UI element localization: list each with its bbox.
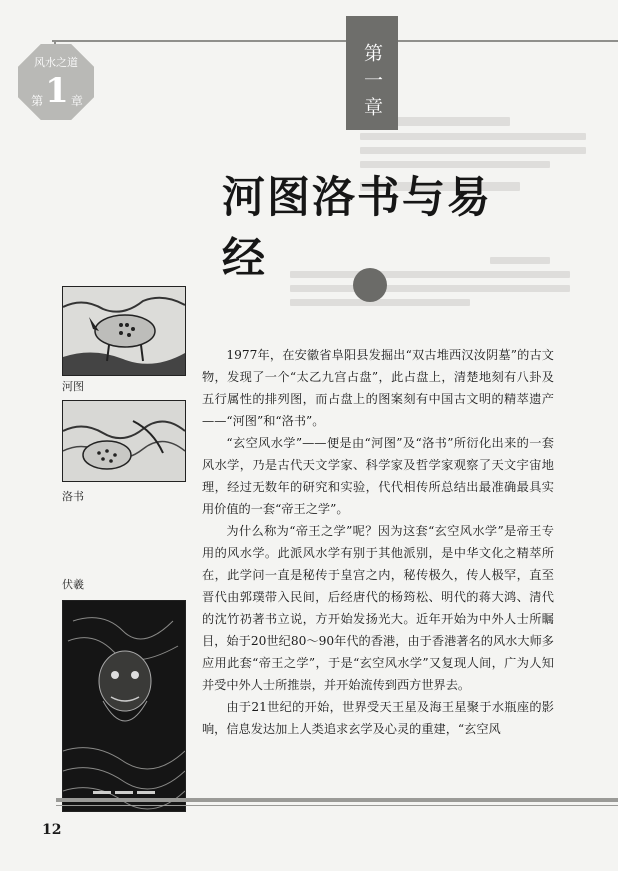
hetu-illustration	[62, 286, 186, 376]
page-number: 12	[42, 822, 62, 838]
hetu-caption: 河图	[62, 380, 84, 393]
decorative-dot	[353, 268, 387, 302]
paragraph: 由于21世纪的开始，世界受天王星及海王星聚于水瓶座的影响，信息发达加上人类追求玄学及心灵的重建，“玄空风	[202, 700, 554, 736]
chapter-badge-number	[24, 71, 90, 111]
luoshu-caption: 洛书	[62, 490, 84, 503]
chapter-title: 河图洛书与易经	[222, 173, 492, 284]
fuxi-illustration	[62, 600, 186, 812]
footer-rule-thin	[56, 805, 618, 806]
series-title: 风水之道	[34, 56, 78, 69]
header-rule	[52, 40, 618, 42]
chapter-number: 1	[45, 71, 69, 111]
footer-rule	[56, 798, 618, 802]
luoshu-illustration	[62, 400, 186, 482]
paragraph: “玄空风水学”——便是由“河图”及“洛书”所衍化出来的一套风水学，乃是古代天文学家、科学家及哲学家观察了天文宇宙地理，经过无数年的研究和实验，代代相传所总结出最准确最具实用价值的一套“帝王之学”。	[202, 436, 554, 516]
paragraph: 为什么称为“帝王之学”呢？因为这套“玄空风水学”是帝王专用的风水学。此派风水学有别于其他派别，是中华文化之精萃所在，此学问一直是秘传于皇宫之内，秘传极久，传人极罕，直至晋代由郭璞带入民间，后经唐代的杨筠松、明代的蒋大鸿、清代的沈竹礽著书立说，方开始发扬光大。近年开始为中外人士所瞩目，始于20世纪80～90年代的香港，由于香港著名的风水大师多应用此套“帝王之学”，于是“玄空风水学”又复现人间，广为人知并受中外人士所推崇，并开始流传到西方世界去。	[202, 524, 554, 692]
fuxi-caption: 伏羲	[62, 578, 84, 591]
paragraph: 1977年，在安徽省阜阳县发掘出“双古堆西汉汝阴墓”的古文物，发现了一个“太乙九宫占盘”，此占盘上，清楚地刻有八卦及五行属性的排列图，而占盘上的图案刻有中国古文明的精萃遗产——“河图”和“洛书”。	[202, 348, 554, 428]
chapter-suffix: 章	[70, 94, 83, 108]
chapter-prefix: 第	[31, 94, 44, 108]
chapter-body-text	[202, 344, 554, 740]
chapter-banner-label: 第一章	[361, 42, 383, 124]
